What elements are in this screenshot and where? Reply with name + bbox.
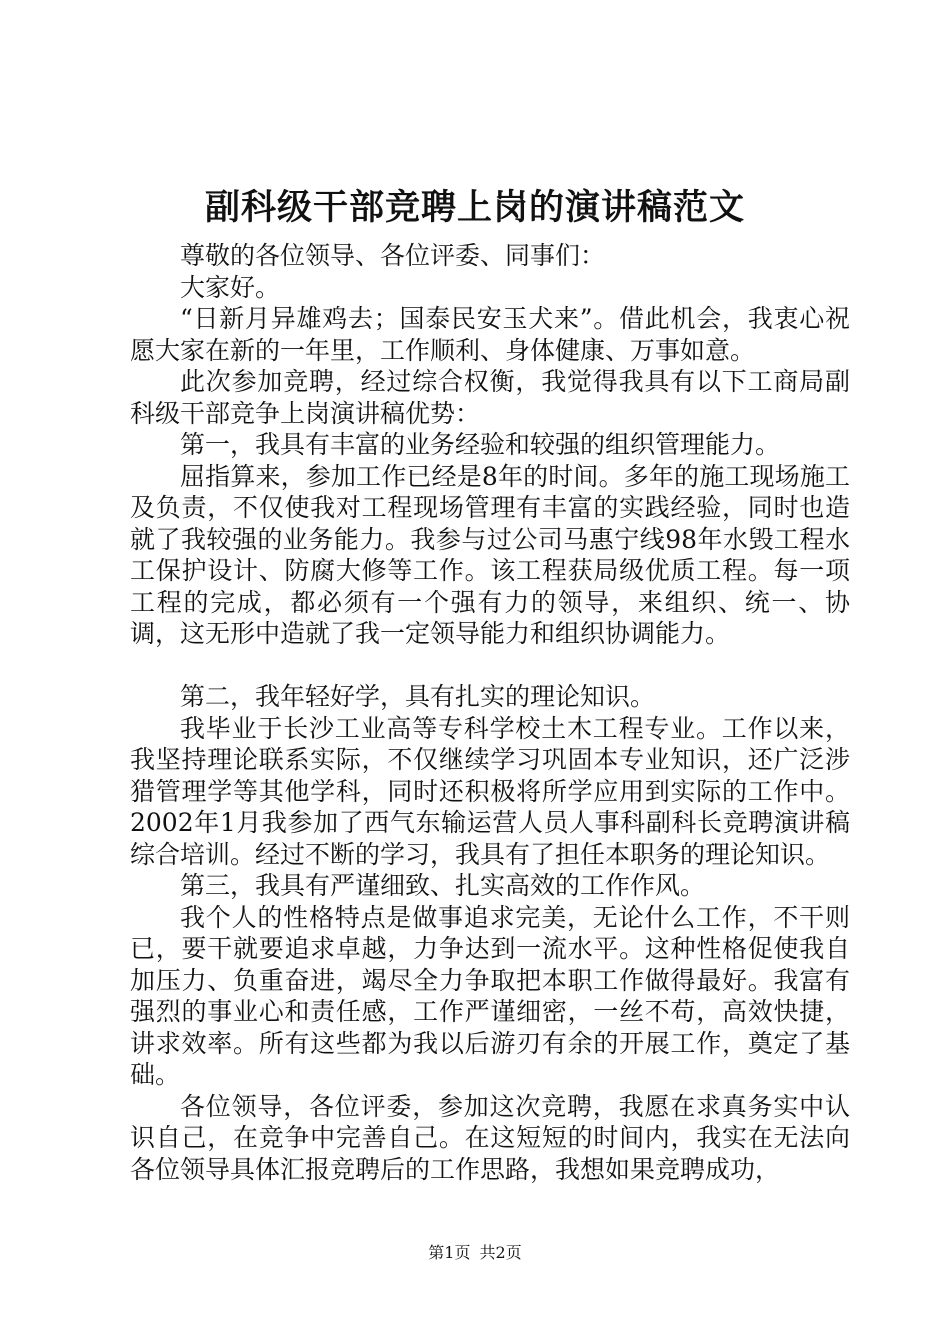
body-paragraph: 各位领导，各位评委，参加这次竞聘，我愿在求真务实中认识自己，在竞争中完善自己。在这短短的时间内，我实在无法向各位领导具体汇报竞聘后的工作思路，我想如果竞聘成功， (130, 1091, 850, 1184)
body-paragraph: 屈指算来，参加工作已经是8年的时间。多年的施工现场施工及负责，不仅使我对工程现场管理有丰富的实践经验，同时也造就了我较强的业务能力。我参与过公司马惠宁线98年水毁工程水工保护设计、防腐大修等工作。该工程获局级优质工程。每一项工程的完成，都必须有一个强有力的领导，来组织、统一、协调，这无形中造就了我一定领导能力和组织协调能力。 (130, 461, 850, 648)
document-title: 副科级干部竞聘上岗的演讲稿范文 (204, 187, 745, 228)
page-footer (0, 1243, 950, 1263)
page-total: 共2页 (479, 1243, 522, 1262)
section-heading: 第一，我具有丰富的业务经验和较强的组织管理能力。 (180, 430, 781, 459)
greeting: 大家好。 (180, 272, 281, 302)
salutation: 尊敬的各位领导、各位评委、同事们： (180, 241, 606, 270)
section-heading: 第三，我具有严谨细致、扎实高效的工作作风。 (180, 871, 706, 900)
document-body (130, 240, 850, 1185)
body-paragraph: 我个人的性格特点是做事追求完美，无论什么工作，不干则已，要干就要追求卓越，力争达到一流水平。这种性格促使我自加压力、负重奋进，竭尽全力争取把本职工作做得最好。我富有强烈的事业心和责任感，工作严谨细密，一丝不苟，高效快捷，讲求效率。所有这些都为我以后游刃有余的开展工作，奠定了基础。 (130, 902, 850, 1089)
body-paragraph: 我毕业于长沙工业高等专科学校土木工程专业。工作以来，我坚持理论联系实际，不仅继续学习巩固本专业知识，还广泛涉猎管理学等其他学科，同时还积极将所学应用到实际的工作中。2002年1月我参加了西气东输运营人员人事科副科长竞聘演讲稿综合培训。经过不断的学习，我具有了担任本职务的理论知识。 (130, 713, 850, 869)
body-paragraph: 此次参加竞聘，经过综合权衡，我觉得我具有以下工商局副科级干部竞争上岗演讲稿优势： (130, 367, 850, 428)
body-paragraph: “日新月异雄鸡去；国泰民安玉犬来”。借此机会，我衷心祝愿大家在新的一年里，工作顺利、身体健康、万事如意。 (130, 304, 850, 365)
section-heading: 第二，我年轻好学，具有扎实的理论知识。 (180, 682, 656, 711)
blank-line (130, 650, 850, 682)
page-number: 第1页 (428, 1243, 471, 1262)
